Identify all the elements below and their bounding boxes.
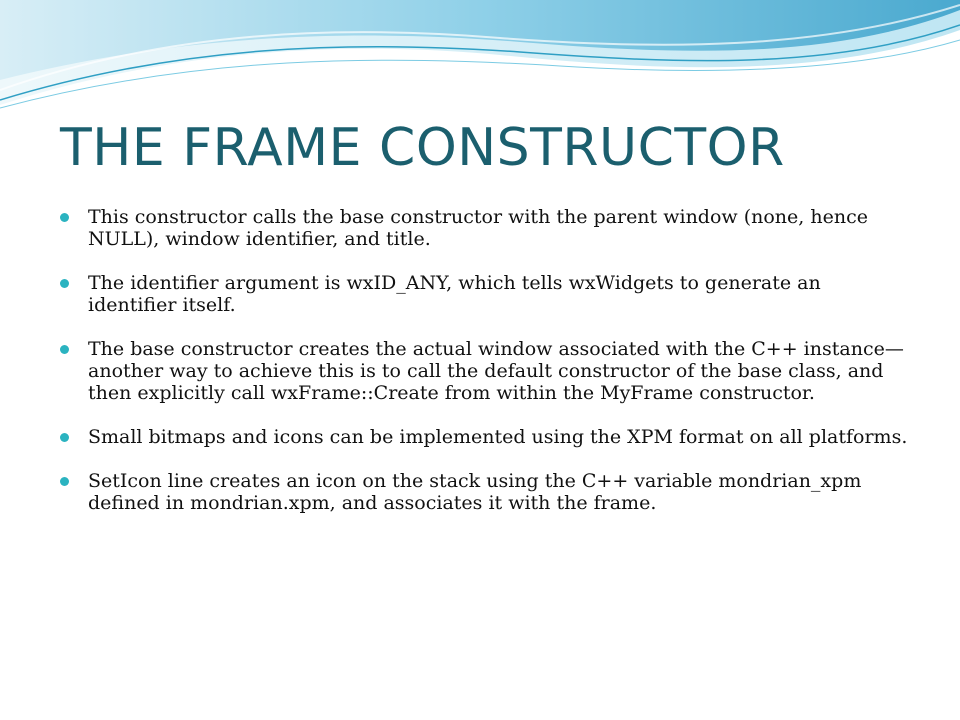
bullet-text: Small bitmaps and icons can be implemented using the XPM format on all platforms. <box>88 426 908 448</box>
bullet-text: This constructor calls the base constructor with the parent window (none, hence NULL), window identifier, and title. <box>88 206 868 250</box>
bullet-dot-icon <box>60 345 69 354</box>
bullet-dot-icon <box>60 213 69 222</box>
bullet-text: The base constructor creates the actual window associated with the C++ instance—another way to achieve this is to call the default constructor of the base class, and then explicitly call wxFrame::Create from within the MyFrame constructor. <box>88 338 904 404</box>
bullet-dot-icon <box>60 477 69 486</box>
slide-title: THE FRAME CONSTRUCTOR <box>60 118 785 178</box>
bullet-list <box>60 206 910 536</box>
bullet-dot-icon <box>60 433 69 442</box>
bullet-item <box>60 426 910 448</box>
bullet-item <box>60 470 910 514</box>
bullet-text: SetIcon line creates an icon on the stack using the C++ variable mondrian_xpm defined in mondrian.xpm, and associates it with the frame. <box>88 470 862 514</box>
bullet-dot-icon <box>60 279 69 288</box>
bullet-text: The identifier argument is wxID_ANY, which tells wxWidgets to generate an identifier itself. <box>88 272 821 316</box>
bullet-item <box>60 338 910 404</box>
bullet-item <box>60 272 910 316</box>
decorative-wave-header <box>0 0 960 120</box>
bullet-item <box>60 206 910 250</box>
